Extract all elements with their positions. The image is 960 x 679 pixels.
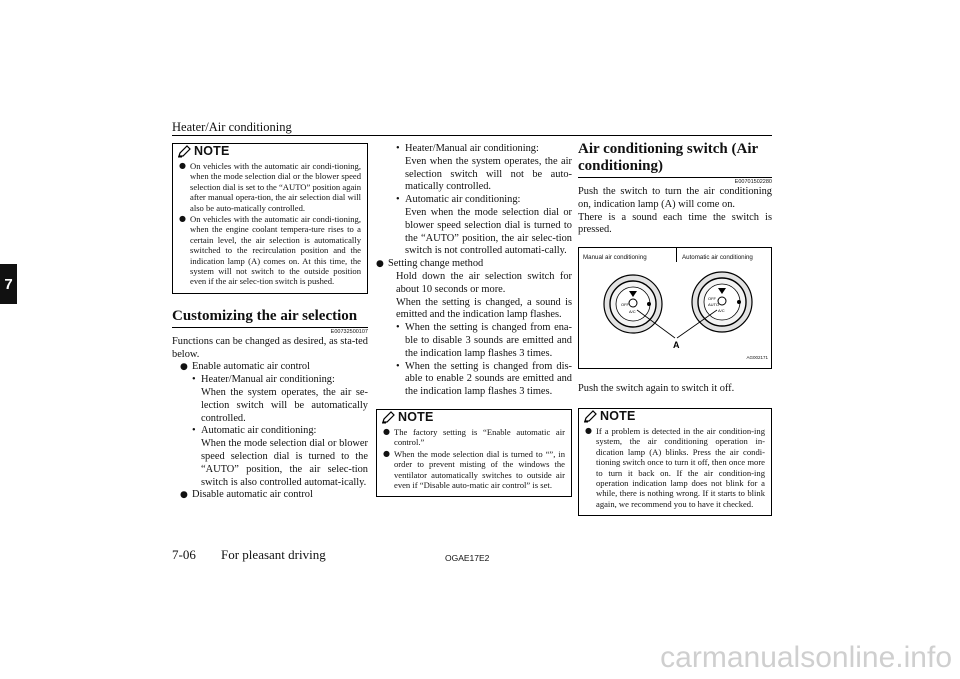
dial-off-label: OFF [621,302,629,308]
footer-section-name: For pleasant driving [221,547,326,562]
dial-auto-label: AUTO [708,302,720,308]
note-box-2 [376,409,572,497]
section-title-customizing: Customizing the air selection [172,307,358,324]
bullet-enable: ● Enable automatic air control [180,361,311,373]
section-code: E00732500107 [330,328,368,335]
dial-off-label: OFF [708,296,716,302]
note-box-3 [578,408,772,516]
setting-text-1: Hold down the air selection switch for about 10 seconds or more. [396,270,572,295]
sub-bullet-text: Even when the system operates, the air selection switch will not be auto-matically controlled. [405,155,572,193]
dial-ac-label: A/C [718,308,725,314]
note-item: ● On vehicles with the automatic air condi-tioning, when the engine coolant tempera-ture rises to a certain level, the air selection is automatically switched to the recirculation position and the indication lamp (A) comes on. At this time, the system will not switch to the outside position even if the air selec-tion switch is pushed. [179,214,361,287]
sub-bullet-text: Even when the mode selection dial or blower speed selection dial is turned to the “AUTO” position, the air selec-tion switch is not controlled automati-cally. [405,206,572,257]
intro-text: Functions can be changed as desired, as sta-ted below. [172,335,368,360]
page-number: 7-06 [172,547,196,562]
sub-bullet: • When the setting is changed from dis-able to enable 2 sounds are emitted and the indication lamp flashes 3 times. [396,360,572,398]
note-label: NOTE [398,410,434,425]
note-item: ● On vehicles with the automatic air condi-tioning, when the mode selection dial or the blower speed selection dial is set to the “AUTO” position again after manual opera-tion, the air selection dial will also be auto-matically controlled. [179,161,361,213]
note-item: ● The factory setting is “Enable automatic air control.” [383,426,565,448]
note-header [173,144,367,159]
note-item: ● When the mode selection dial is turned to “”, in order to prevent misting of the windows the ventilator automatically switches to outside air even if “Disable auto-matic air control” is set. [383,448,565,490]
note-label: NOTE [600,409,636,424]
pencil-note-icon [177,145,192,158]
note-header [579,409,771,424]
callout-label-a: A [673,340,680,351]
figure-label-manual: Manual air conditioning [583,254,647,262]
sub-bullet: • Automatic air conditioning: [192,425,317,437]
note-header [377,410,571,425]
ac-text-3: Push the switch again to switch it off. [578,383,735,395]
section-title-ac-switch: Air conditioning switch (Air conditioning) [578,141,758,174]
column-2 [376,143,572,505]
sub-bullet: • Automatic air conditioning: [396,194,521,206]
figure-code: AG002171 [746,355,768,361]
chapter-tab: 7 [0,264,17,304]
ac-dials-illustration [579,248,771,366]
note-label: NOTE [194,144,230,159]
sub-bullet: • When the setting is changed from ena-ble to disable 3 sounds are emitted and the indication lamp flashes 3 times. [396,322,572,359]
sub-bullet-text: When the system operates, the air se-lection switch will be automatically controlled. [201,387,368,424]
sub-bullet: • Heater/Manual air conditioning: [192,374,335,386]
automatic-dial [692,272,752,332]
column-3 [578,143,772,524]
ac-text-1: Push the switch to turn the air conditioning on, indication lamp (A) will come on. [578,186,772,210]
figure-label-automatic: Automatic air conditioning [682,254,753,262]
bullet-disable: ● Disable automatic air control [180,489,313,501]
section-code: E00701502280 [734,179,772,185]
note-box-1 [172,143,368,294]
watermark: carmanualsonline.info [660,641,952,674]
running-header: Heater/Air conditioning [172,120,292,134]
bullet-setting-change: ● Setting change method [376,258,484,270]
manual-dial [604,275,662,333]
ac-text-2: There is a sound each time the switch is pressed. [578,211,772,236]
pencil-note-icon [381,411,396,424]
dial-ac-label: A/C [629,309,636,315]
footer-code: OGAE17E2 [445,553,490,563]
sub-bullet-text: When the mode selection dial or blower speed selection dial is turned to the “AUTO” position, the air selec-tion switch is also controlled automat-ically. [201,438,368,488]
pencil-note-icon [583,410,598,423]
column-1 [172,143,368,502]
note-item: ● If a problem is detected in the air condition-ing system, the air conditioning operation in-dication lamp (A) blinks. Press the air condi-tioning switch once to turn it off, then once more to turn it back on. If the air condition-ing operation indication lamp does not blink for a while, there is nothing wrong. If it starts to blink again, we recommend you to have it checked. [585,425,765,509]
sub-bullet: • Heater/Manual air conditioning: [396,143,539,154]
header-rule [172,135,772,136]
ac-switch-figure [578,247,772,369]
setting-text-2: When the setting is changed, a sound is emitted and the indication lamp flashes. [396,296,572,321]
